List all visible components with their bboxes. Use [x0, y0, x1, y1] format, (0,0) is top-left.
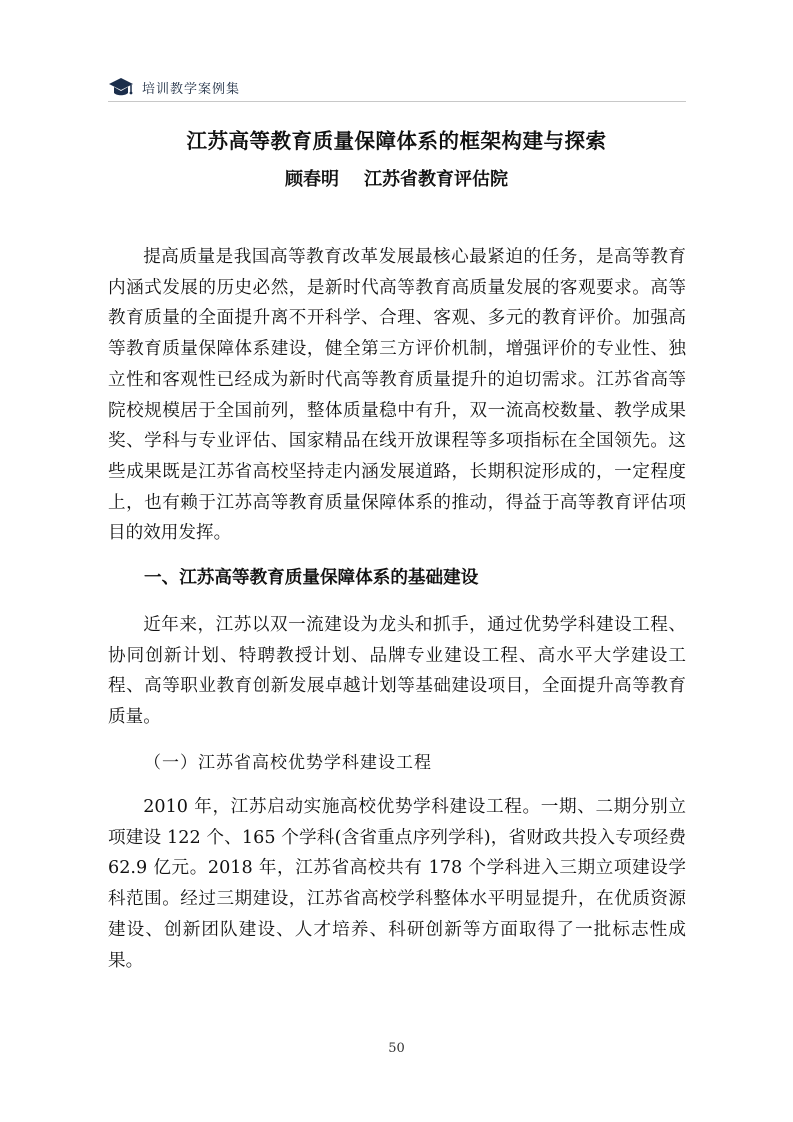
article-title: 江苏高等教育质量保障体系的框架构建与探索	[186, 129, 607, 153]
page-number: 50	[388, 1041, 405, 1056]
body-paragraph-2: 近年来，江苏以双一流建设为龙头和抓手，通过优势学科建设工程、协同创新计划、特聘教授计划、品牌专业建设工程、高水平大学建设工程、高等职业教育创新发展卓越计划等基础建设项目，全面提升高等教育质量。	[108, 615, 686, 728]
section-heading-1: 一、江苏高等教育质量保障体系的基础建设	[144, 567, 479, 588]
body-paragraph-1: 提高质量是我国高等教育改革发展最核心最紧迫的任务，是高等教育内涵式发展的历史必然，是新时代高等教育高质量发展的客观要求。高等教育质量的全面提升离不开科学、合理、客观、多元的教育评价。加强高等教育质量保障体系建设，健全第三方评价机制，增强评价的专业性、独立性和客观性已经成为新时代高等教育质量提升的迫切需求。江苏省高等院校规模居于全国前列，整体质量稳中有升，双一流高校数量、教学成果奖、学科与专业评估、国家精品在线开放课程等多项指标在全国领先。这些成果既是江苏省高校坚持走内涵发展道路，长期积淀形成的，一定程度上，也有赖于江苏高等教育质量保障体系的推动，得益于高等教育评估项目的效用发挥。	[108, 247, 686, 544]
running-header	[108, 74, 240, 100]
header-title: 培训教学案例集	[142, 81, 241, 97]
graduation-cap-icon	[108, 76, 134, 98]
header-divider	[108, 101, 686, 102]
author-line: 顾春明 江苏省教育评估院	[284, 169, 509, 190]
subsection-heading-1: （一）江苏省高校优势学科建设工程	[144, 753, 432, 773]
body-paragraph-3: 2010 年，江苏启动实施高校优势学科建设工程。一期、二期分别立项建设 122 个、165 个学科(含省重点序列学科)，省财政共投入专项经费 62.9 亿元。2018 年，江苏省高校共有 178 个学科进入三期立项建设学科范围。经过三期建设，江苏省高校学科整体水平明显提升，在优质资源建设、创新团队建设、人才培养、科研创新等方面取得了一批标志性成果。	[108, 797, 686, 971]
